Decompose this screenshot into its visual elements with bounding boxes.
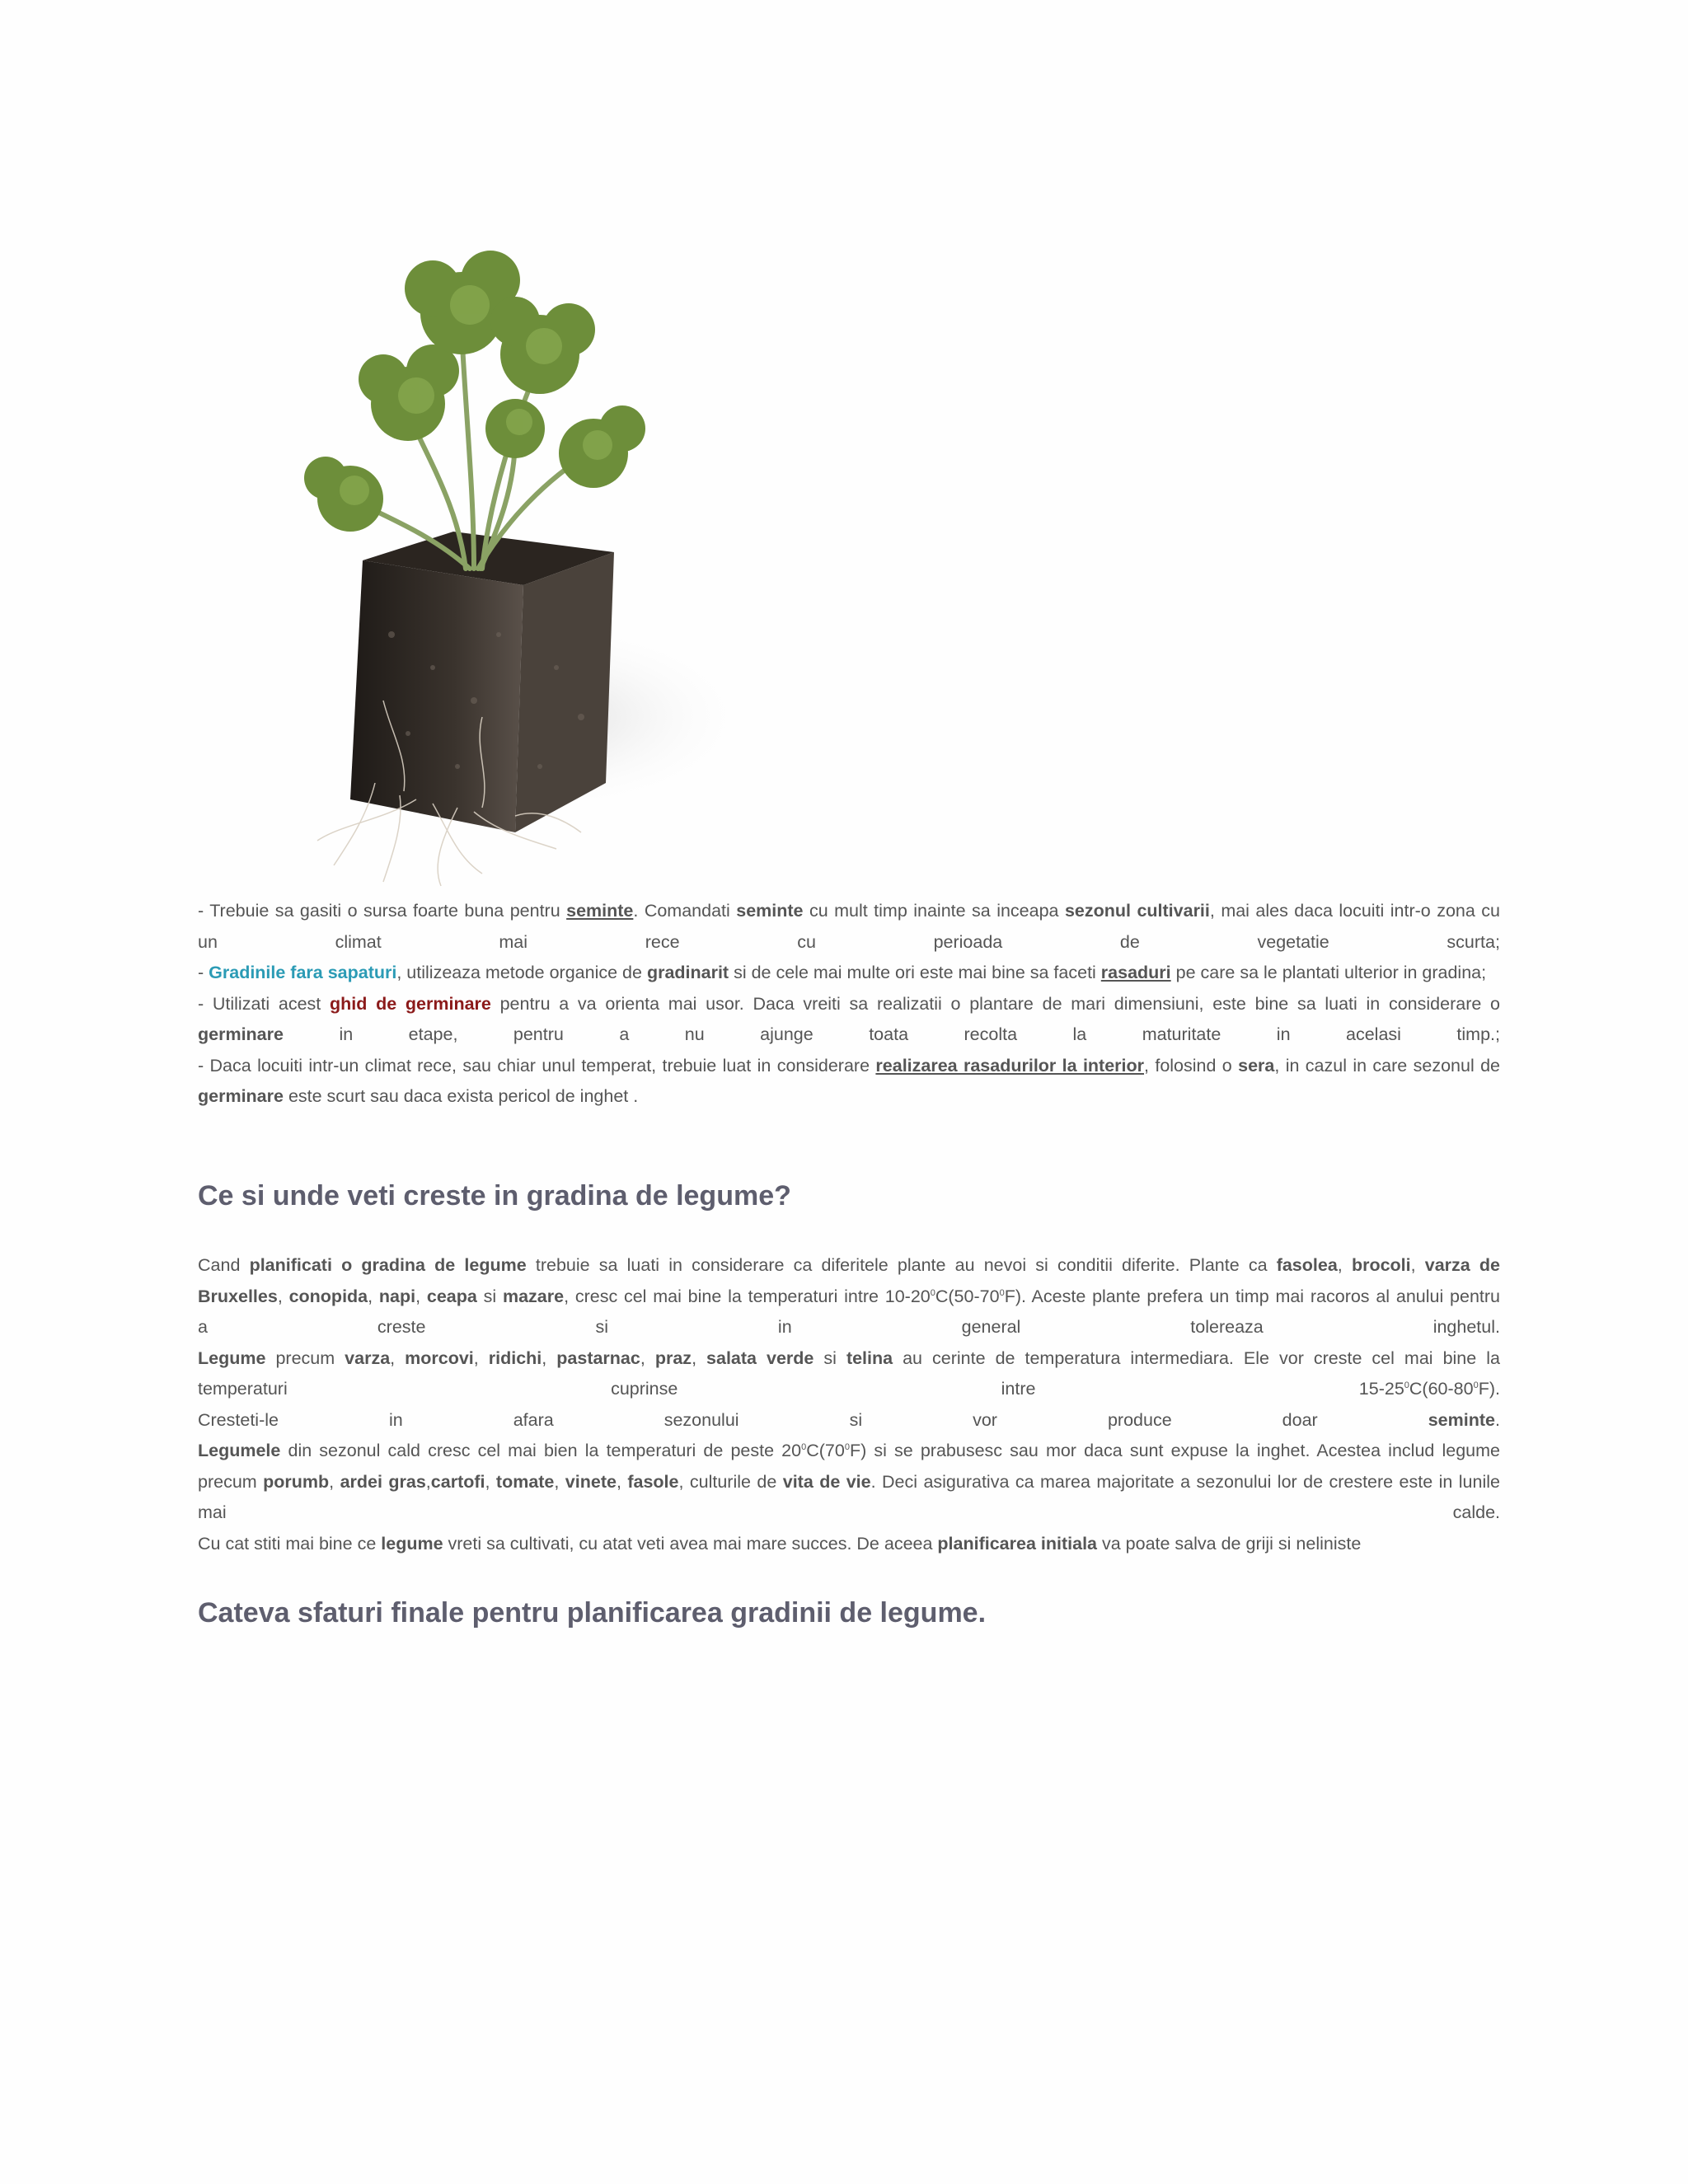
planning-line-3: a creste si in general tolereaza inghetul. xyxy=(198,1317,1500,1337)
planning-line-7: Legumele din sezonul cald cresc cel mai bien la temperaturi de peste $20^0C(70^0F)$ si se prabusesc sau mor daca sunt expuse la inghet. Acestea includ legume xyxy=(198,1441,1500,1460)
tips-list xyxy=(198,896,1500,1113)
section-heading-what-where: Ce si unde veti creste in gradina de legume? xyxy=(198,1180,791,1212)
link-seminte[interactable]: seminte xyxy=(566,901,634,921)
link-rasaduri[interactable]: rasaduri xyxy=(1100,963,1171,982)
planning-line-9: mai calde. xyxy=(198,1502,1500,1522)
planning-line-1: Cand planificati o gradina de legume trebuie sa luati in considerare ca diferitele plante au nevoi si conditii diferite. Plante ca fasolea, brocoli, varza de xyxy=(198,1255,1500,1275)
planning-line-4: Legume precum varza, morcovi, ridichi, pastarnac, praz, salata verde si telina au cerinte de temperatura intermediara. Ele vor creste cel mai bine la xyxy=(198,1347,1500,1368)
tip-line-6: germinare in etape, pentru a nu ajunge toata recolta la maturitate in acelasi timp.; xyxy=(198,1024,1500,1044)
tip-line-1: - Trebuie sa gasiti o sursa foarte buna pentru seminte. Comandati seminte cu mult timp inainte sa inceapa sezonul cultivarii, mai ales daca locuiti intr-o zona cu xyxy=(198,901,1500,921)
planning-line-2: Bruxelles, conopida, napi, ceapa si mazare, cresc cel mai bine la temperaturi intre $10-20^0C(50-70^0F)$. Aceste plante prefera un timp mai racoros al anului pentru xyxy=(198,1286,1500,1306)
planning-line-8: precum porumb, ardei gras,cartofi, tomate, vinete, fasole, culturile de vita de vie. Deci asigurativa ca marea majoritate a sezonului lor de crestere este in lunile xyxy=(198,1471,1500,1492)
planning-line-5: temperaturi cuprinse intre $15-25^0C(60-80^0F)$. xyxy=(198,1379,1500,1399)
link-ghid-de-germinare[interactable]: ghid de germinare xyxy=(330,993,491,1014)
tips-paragraph xyxy=(198,896,1500,1113)
link-gradinile-fara-sapaturi[interactable]: Gradinile fara sapaturi xyxy=(209,963,397,982)
planning-paragraph xyxy=(198,1250,1500,1559)
tip-line-2: un climat mai rece cu perioada de vegetatie scurta; xyxy=(198,931,1500,952)
parsley-plant-image xyxy=(268,206,779,890)
tip-line-5: - Utilizati acest ghid de germinare pentru a va orienta mai usor. Daca vreiti sa realizatii o plantare de mari dimensiuni, este bine sa luati in considerare o xyxy=(198,993,1500,1014)
tip-line-7: - Daca locuiti intr-un climat rece, sau chiar unul temperat, trebuie luat in considerare realizarea rasadurilor la interior, folosind o sera, in cazul in care sezonul de xyxy=(198,1055,1500,1076)
section-heading-final-tips: Cateva sfaturi finale pentru planificarea gradinii de legume. xyxy=(198,1597,987,1629)
tip-line-3: - Gradinile fara sapaturi, utilizeaza metode organice de gradinarit si de cele mai multe ori este mai bine sa faceti rasaduri pe care sa le plantati ulterior in gradina; xyxy=(198,963,1487,982)
link-realizarea-rasadurilor[interactable]: realizarea rasadurilor la interior xyxy=(875,1055,1145,1076)
tip-line-8: germinare este scurt sau daca exista pericol de inghet . xyxy=(198,1086,639,1106)
planning-line-10: Cu cat stiti mai bine ce legume vreti sa cultivati, cu atat veti avea mai mare succes. De aceea planificarea initiala va poate salva de griji si neliniste xyxy=(198,1533,1362,1554)
planning-line-6: Cresteti-le in afara sezonului si vor produce doar seminte. xyxy=(198,1409,1500,1430)
